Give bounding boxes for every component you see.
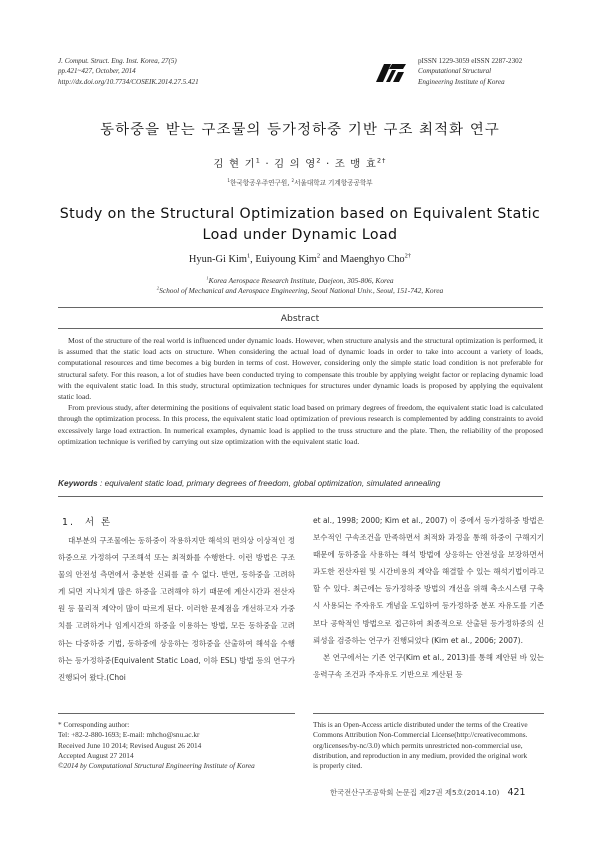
- keywords: Keywords : equivalent static load, primary degrees of freedom, global optimization, simulated annealing: [58, 478, 441, 488]
- abstract-body: [58, 335, 543, 447]
- paper-title-english: [0, 204, 600, 245]
- author-sup: 2†: [376, 156, 387, 165]
- author-sup: 2†: [404, 252, 412, 260]
- author-sup: 1: [246, 252, 251, 260]
- affil-line: [0, 276, 600, 286]
- author-name: 김 의 영: [274, 158, 317, 170]
- section-number: 1.: [62, 517, 75, 528]
- footer-journal: 한국전산구조공학회 논문집 제27권 제5호(2014.10): [330, 788, 500, 797]
- footnote-line: Accepted August 27 2014: [58, 750, 134, 760]
- author-sup: 2: [316, 156, 322, 165]
- citation-block: [58, 56, 199, 87]
- author-name: 조 맹 효: [334, 158, 377, 170]
- page-footer: [330, 787, 525, 798]
- body-paragraph: 본 연구에서는 기존 연구(Kim et al., 2013)를 통해 제안된 바 있는 응력구속 조건과 주자유도 기반으로 계산된 등: [313, 652, 544, 679]
- author-list-english: Hyun-Gi Kim$^1$, Euiyoung Kim$^2$ and Maenghyo Cho$^{2\dagger}$: [188, 252, 412, 265]
- affil-text: School of Mechanical and Aerospace Engineering, Seoul National Univ., Seoul, 151-742, Korea: [159, 286, 444, 295]
- affiliation-english: [0, 276, 600, 296]
- affil-sup: 2: [156, 285, 160, 291]
- footnote-rule-left: [58, 713, 295, 714]
- title-line: Study on the Structural Optimization based on Equivalent Static: [59, 206, 541, 222]
- doi-link[interactable]: http://dx.doi.org/10.7734/COSEIK.2014.27.5.421: [58, 77, 199, 86]
- issn-block: [418, 56, 522, 87]
- affil-text: 서울대학교 기계항공공학부: [294, 179, 373, 187]
- author-separator: ·: [325, 158, 331, 170]
- affil-line: [0, 286, 600, 296]
- author-separator: ·: [265, 158, 270, 170]
- footnote-line: org/licenses/by-nc/3.0) which permits unrestricted non-commercial use,: [313, 740, 523, 750]
- citation-line: J. Comput. Struct. Eng. Inst. Korea, 27(5): [58, 57, 177, 65]
- body-paragraph: et al., 1998; 2000; Kim et al., 2007) 이 중에서 등가정하중 방법은 보수적인 구속조건을 만족하면서 최적화 과정을 통해 하중이 구해지기 때문에 동하중을 사용하는 해석 방법에 상응하는 안전성을 보장하면서 과도한 전산자원 및 시간비용의 제약을 해결할 수 있는 해석기법이라고 할 수 있다. 최근에는 등가정하중 방법의 개선을 위해 축소시스템 구축시 사용되는 주자유도 개념을 도입하여 등가정하중 분포 자유도를 기존보다 공학적인 방법으로 접근하여 최종적으로 산출된 등가정하중의 신뢰성을 검증하는 연구가 진행되었다 (Kim et al., 2006; 2007).: [313, 516, 544, 645]
- footnote-line: is properly cited.: [313, 761, 363, 771]
- journal-name-line: Engineering Institute of Korea: [418, 77, 505, 86]
- keywords-text: equivalent static load, primary degrees of freedom, global optimization, simulated annealing: [104, 478, 441, 488]
- author-sup: 2: [316, 252, 321, 260]
- footnote-line: Tel: +82-2-880-1693; E-mail: mhcho@snu.ac.kr: [58, 730, 200, 740]
- journal-name-line: Computational Structural: [418, 67, 492, 76]
- affil-sup: 1: [206, 275, 209, 281]
- keywords-rule: [58, 496, 543, 497]
- keywords-label: Keywords: [58, 478, 98, 488]
- affil-text: 한국항공우주연구원,: [229, 179, 292, 187]
- affil-sup: 1: [227, 177, 230, 183]
- body-column-left: [58, 532, 295, 686]
- footnote-line: Received June 10 2014; Revised August 26 2014: [58, 740, 202, 750]
- paper-title-korean: 동하중을 받는 구조물의 등가정하중 기반 구조 최적화 연구: [100, 122, 500, 138]
- author-list-korean: [0, 155, 600, 170]
- author-name: Euiyoung Kim: [255, 254, 317, 265]
- footnote-license: [313, 720, 547, 771]
- author-sup: 1: [255, 156, 261, 165]
- citation-pages: pp.421~427, October, 2014: [58, 67, 136, 76]
- footnote-line: This is an Open-Access article distributed under the terms of the Creative: [313, 720, 528, 729]
- abstract-paragraph: Most of the structure of the real world is influenced under dynamic loads. However, when structure analysis and the structural optimization is performed, it is assumed that the static load acts on structure. When considering the actual load of dynamic loads in order to take into account a variety of loads, computational resources and time becomes a big burden in terms of cost. However, considering only the simple static load condition is not preferable for structural safety. For this reason, a lot of studies have been conducted trying to compensate this trouble by applying weight factor or replacing dynamic load with the equivalent static load. In this study, structural optimization techniques for structures under dynamic loads is proposed by applying the equivalent static load.: [58, 336, 543, 402]
- affiliation-korean: [0, 177, 600, 187]
- title-line: Load under Dynamic Load: [202, 226, 398, 243]
- author-name: Hyun-Gi Kim: [188, 254, 247, 265]
- footnote-line: ©2014 by Computational Structural Engineering Institute of Korea: [58, 761, 255, 771]
- section-heading: [62, 514, 112, 528]
- footnote-line: * Corresponding author:: [58, 720, 130, 729]
- abstract-top-rule: [58, 307, 543, 308]
- affil-text: Korea Aerospace Research Institute, Daejeon, 305-806, Korea: [208, 276, 394, 285]
- author-name: Maenghyo Cho: [340, 254, 405, 265]
- footnote-rule-right: [313, 713, 544, 714]
- footnote-line: Commons Attribution Non-Commercial License(http://creativecommons.: [313, 730, 528, 740]
- issn-line: pISSN 1229-3059 eISSN 2287-2302: [418, 57, 523, 65]
- abstract-heading-rule: [58, 328, 543, 329]
- affil-sup: 2: [291, 177, 295, 183]
- page-number: 421: [507, 787, 526, 798]
- author-name: 김 현 기: [213, 158, 256, 170]
- footnote-line: distribution, and reproduction in any medium, provided the original work: [313, 750, 528, 760]
- abstract-heading: Abstract: [280, 313, 320, 324]
- body-paragraph: 대부분의 구조물에는 동하중이 작용하지만 해석의 편의상 이상적인 정하중으로 가정하여 구조해석 또는 최적화를 수행한다. 이런 방법은 구조물의 안전성 측면에서 충분한 신뢰를 줄 수 없다. 반면, 동하중을 고려하게 되면 지나치게 많은 하중을 고려해야 하기 때문에 계산시간과 전산자원 등 물리적 제약이 많이 따르게 된다. 이러한 문제점을 개선하고자 가중치를 고려하거나 임계시간의 하중을 이용하는 방법, 모든 동하중을 고려하는 다중하중 기법, 동하중에 상응하는 정하중을 산출하여 해석을 수행하는 등가정하중(Equivalent Static Load, 이하 ESL) 방법 등의 연구가 진행되어 왔다.(Choi: [58, 536, 295, 682]
- body-column-right: [313, 512, 544, 683]
- section-title: 서 론: [84, 517, 113, 528]
- abstract-paragraph: From previous study, after determining the positions of equivalent static load based on primary degrees of freedom, the equivalent static load is calculated through the optimization process. In this process, the equivalent static load optimization of previous research is complemented by adding constraints to avoid excessively large load extraction. In numerical examples, dynamic load is applied to the truss structure and the plate. Then, the reliability of the proposed optimization technique is verified by carrying out size optimization with the equivalent static load.: [58, 403, 543, 446]
- journal-logo-icon: [374, 60, 408, 84]
- footnote-corresponding: [58, 720, 298, 771]
